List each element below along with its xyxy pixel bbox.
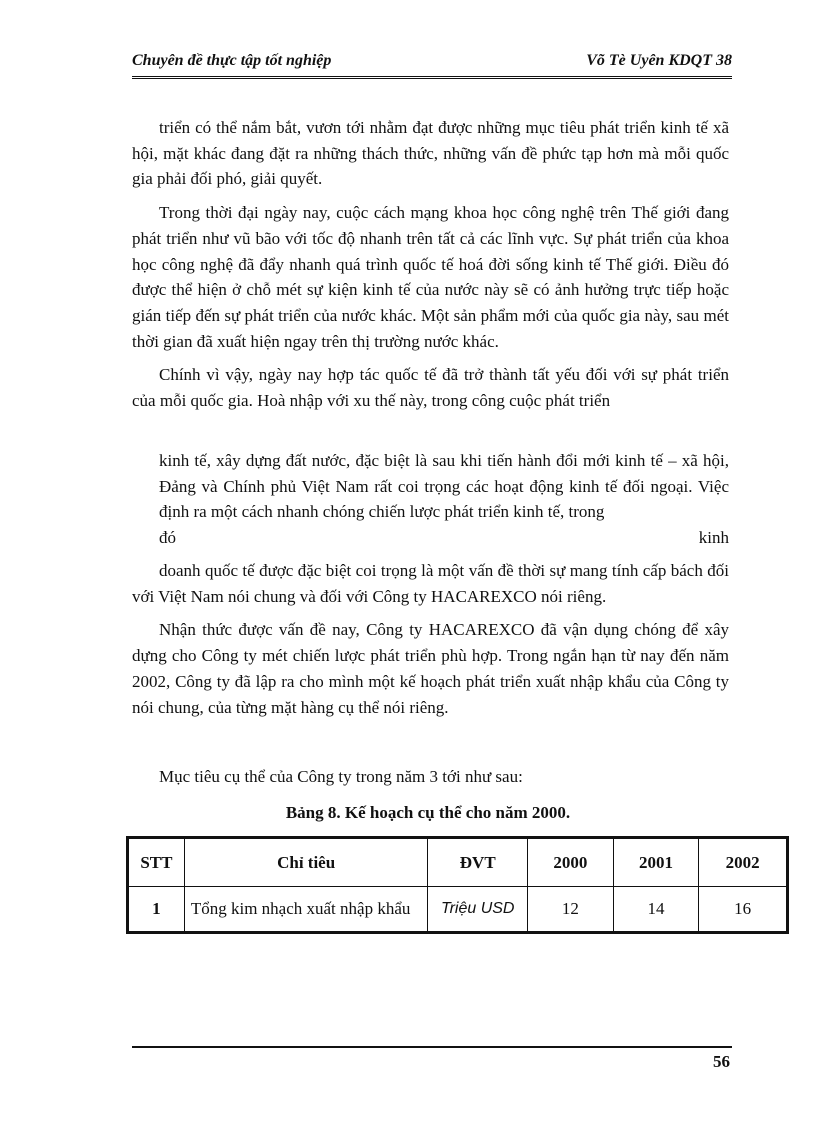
- paragraph-5: doanh quốc tế được đặc biệt coi trọng là một vấn đề thời sự mang tính cấp bách đối với Việt Nam nói chung và đối với Công ty HACAREXCO nói riêng.: [132, 561, 729, 606]
- footer-rule: [132, 1046, 732, 1048]
- header-stt: STT: [128, 838, 185, 887]
- paragraph-1: triển có thể nắm bắt, vươn tới nhằm đạt được những mục tiêu phát triển kinh tế xã hội, mặt khác đang đặt ra những thách thức, những vấn đề phức tạp hơn mà mỗi quốc gia phải đối phó, giải quyết.: [132, 118, 729, 189]
- paragraph-3: Chính vì vậy, ngày nay hợp tác quốc tế đã trở thành tất yếu đối với sự phát triển của mỗi quốc gia. Hoà nhập với xu thế này, trong công cuộc phát triển: [132, 365, 729, 411]
- header-2002: 2002: [699, 838, 788, 887]
- page-number: 56: [713, 1052, 730, 1071]
- cell-2001: 14: [613, 887, 699, 933]
- table-row: [128, 887, 788, 933]
- header-indicator: Chỉ tiêu: [184, 838, 428, 887]
- cell-unit: Triệu USD: [428, 887, 528, 933]
- cell-2002: 16: [699, 887, 788, 933]
- paragraph-2: Trong thời đại ngày nay, cuộc cách mạng khoa học công nghệ trên Thế giới đang phát triển như vũ bão với tốc độ nhanh trên tất cả các lĩnh vực. Sự phát triển của khoa học công nghệ đã đẩy nhanh quá trình quốc tế hoá đời sống kinh tế Thế giới. Điều đó được thể hiện ở chỗ mét sự kiện kinh tế của nước này sẽ có ảnh hưởng trực tiếp hoặc gián tiếp đến sự phát triển của nước khác. Một sản phẩm mới của quốc gia này, sau mét thời gian đã xuất hiện ngay trên thị trường nước khác.: [132, 203, 729, 351]
- header-author: Võ Tè Uyên KDQT 38: [586, 52, 732, 69]
- table-caption: Bảng 8. Kế hoạch cụ thể cho năm 2000.: [285, 803, 571, 822]
- paragraph-4: kinh tế, xây dựng đất nước, đặc biệt là sau khi tiến hành đổi mới kinh tế – xã hội, Đảng và Chính phủ Việt Nam rất coi trọng các hoạt động kinh tế đối ngoại. Việc định ra một cách nhanh chóng chiến lược phát triển kinh tế, trong: [159, 451, 729, 522]
- paragraph-6: Nhận thức được vấn đề nay, Công ty HACAREXCO đã vận dụng chóng để xây dựng cho Công ty mét chiến lược phát triển phù hợp. Trong ngắn hạn từ nay đến năm 2002, Công ty đã lập ra cho mình một kế hoạch phát triển xuất nhập khẩu của Công ty nói chung, của từng mặt hàng cụ thể nói riêng.: [132, 620, 729, 717]
- body-block-4: [132, 764, 729, 790]
- plan-table: [126, 836, 789, 934]
- page-header: [132, 52, 732, 74]
- paragraph-7: Mục tiêu cụ thể của Công ty trong năm 3 tới như sau:: [159, 767, 523, 786]
- body-block-1: [132, 115, 729, 414]
- header-title: Chuyên đề thực tập tốt nghiệp: [132, 52, 332, 69]
- body-block-2: [159, 448, 729, 551]
- paragraph-4-tail: [159, 525, 729, 551]
- cell-2000: 12: [528, 887, 614, 933]
- header-rule: [132, 76, 732, 79]
- header-2001: 2001: [613, 838, 699, 887]
- header-unit: ĐVT: [428, 838, 528, 887]
- table-header-row: [128, 838, 788, 887]
- paragraph-4-tail-left: đó: [159, 528, 176, 548]
- body-block-3: [132, 558, 729, 720]
- cell-indicator: Tổng kim nhạch xuất nhập khẩu: [184, 887, 428, 933]
- header-2000: 2000: [528, 838, 614, 887]
- cell-stt: 1: [128, 887, 185, 933]
- paragraph-4-tail-right: kinh: [698, 528, 729, 548]
